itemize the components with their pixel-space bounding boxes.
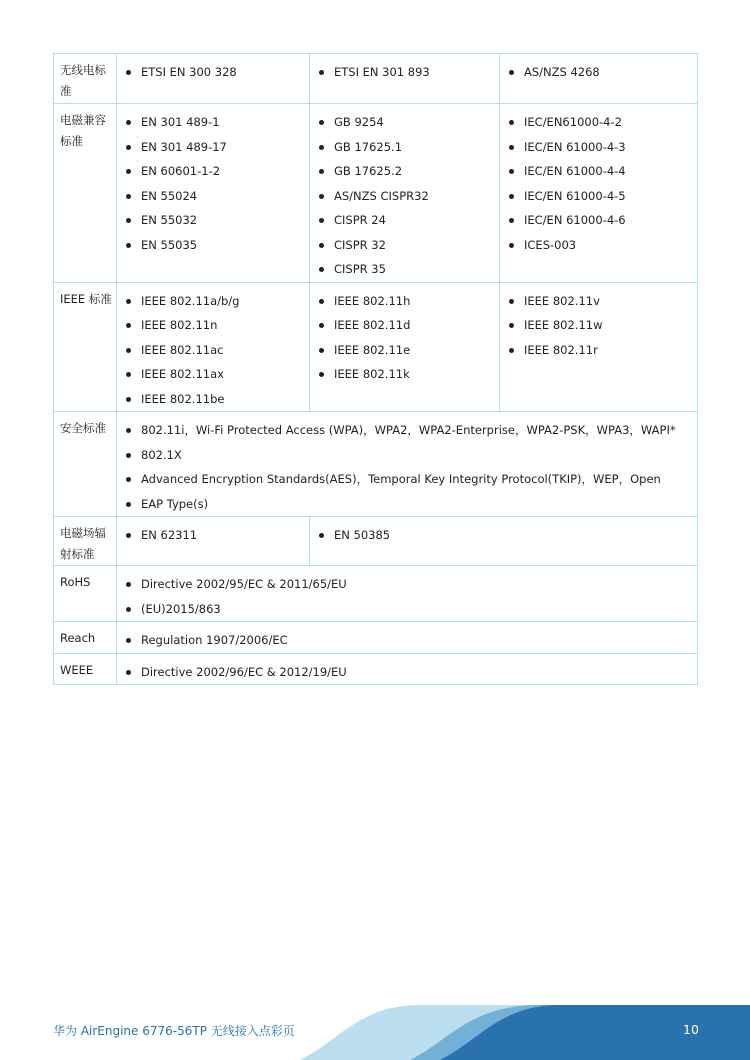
bullet-list	[123, 628, 691, 653]
list-item: GB 17625.1	[316, 135, 493, 160]
list-item: CISPR 35	[316, 257, 493, 282]
list-item: CISPR 32	[316, 233, 493, 258]
table-cell	[117, 412, 698, 517]
row-label: 安全标准	[54, 412, 117, 517]
list-item: 802.1X	[123, 443, 691, 468]
row-label: 无线电标准	[54, 54, 117, 104]
bullet-list	[123, 110, 303, 257]
specifications-table	[53, 53, 698, 685]
table-cell	[500, 282, 698, 412]
table-row	[54, 653, 698, 685]
table-cell	[117, 622, 698, 654]
table-cell	[117, 517, 310, 566]
bullet-list	[123, 60, 303, 85]
table-row	[54, 517, 698, 566]
bullet-list	[123, 572, 691, 621]
bullet-list	[316, 110, 493, 282]
list-item: IEEE 802.11a/b/g	[123, 289, 303, 314]
bullet-list	[506, 110, 691, 257]
table-row	[54, 412, 698, 517]
table-cell	[310, 104, 500, 283]
list-item: EN 301 489-1	[123, 110, 303, 135]
list-item: GB 17625.2	[316, 159, 493, 184]
footer-document-title: 华为 AirEngine 6776-56TP 无线接入点彩页	[53, 1024, 295, 1038]
list-item: IEC/EN 61000-4-4	[506, 159, 691, 184]
list-item: EN 50385	[316, 523, 691, 548]
row-label: WEEE	[54, 653, 117, 685]
table-cell	[117, 566, 698, 622]
list-item: AS/NZS CISPR32	[316, 184, 493, 209]
list-item: Advanced Encryption Standards(AES)，Temporal Key Integrity Protocol(TKIP)，WEP，Open	[123, 467, 691, 492]
list-item: Regulation 1907/2006/EC	[123, 628, 691, 653]
table-cell	[117, 104, 310, 283]
bullet-list	[123, 418, 691, 516]
row-label: Reach	[54, 622, 117, 654]
bullet-list	[506, 60, 691, 85]
list-item: CISPR 24	[316, 208, 493, 233]
table-cell	[117, 653, 698, 685]
row-label: 电磁场辐射标准	[54, 517, 117, 566]
list-item: EN 301 489-17	[123, 135, 303, 160]
page-number: 10	[683, 1022, 699, 1037]
table-cell	[310, 282, 500, 412]
bullet-list	[506, 289, 691, 363]
table-cell	[117, 282, 310, 412]
table-row	[54, 54, 698, 104]
list-item: EN 62311	[123, 523, 303, 548]
list-item: AS/NZS 4268	[506, 60, 691, 85]
table-row	[54, 566, 698, 622]
list-item: ETSI EN 301 893	[316, 60, 493, 85]
list-item: IEEE 802.11d	[316, 313, 493, 338]
list-item: IEC/EN 61000-4-5	[506, 184, 691, 209]
list-item: ETSI EN 300 328	[123, 60, 303, 85]
list-item: IEEE 802.11h	[316, 289, 493, 314]
table-cell	[310, 517, 698, 566]
list-item: EAP Type(s)	[123, 492, 691, 517]
list-item: IEEE 802.11be	[123, 387, 303, 412]
list-item: IEEE 802.11ax	[123, 362, 303, 387]
table-cell	[500, 54, 698, 104]
list-item: 802.11i，Wi-Fi Protected Access (WPA)，WPA2，WPA2-Enterprise，WPA2-PSK，WPA3，WAPI*	[123, 418, 691, 443]
bullet-list	[123, 660, 691, 685]
list-item: EN 55035	[123, 233, 303, 258]
bullet-list	[316, 523, 691, 548]
list-item: IEC/EN 61000-4-6	[506, 208, 691, 233]
list-item: EN 55024	[123, 184, 303, 209]
row-label: 电磁兼容标准	[54, 104, 117, 283]
row-label: IEEE 标准	[54, 282, 117, 412]
list-item: IEEE 802.11v	[506, 289, 691, 314]
list-item: EN 60601-1-2	[123, 159, 303, 184]
row-label: RoHS	[54, 566, 117, 622]
list-item: IEEE 802.11n	[123, 313, 303, 338]
table-cell	[500, 104, 698, 283]
list-item: (EU)2015/863	[123, 597, 691, 622]
table-cell	[310, 54, 500, 104]
table-cell	[117, 54, 310, 104]
list-item: IEC/EN 61000-4-3	[506, 135, 691, 160]
list-item: EN 55032	[123, 208, 303, 233]
list-item: IEC/EN61000-4-2	[506, 110, 691, 135]
list-item: ICES-003	[506, 233, 691, 258]
bullet-list	[316, 289, 493, 387]
bullet-list	[316, 60, 493, 85]
list-item: IEEE 802.11k	[316, 362, 493, 387]
table-row	[54, 622, 698, 654]
list-item: Directive 2002/95/EC & 2011/65/EU	[123, 572, 691, 597]
list-item: IEEE 802.11e	[316, 338, 493, 363]
table-row	[54, 104, 698, 283]
bullet-list	[123, 289, 303, 412]
bullet-list	[123, 523, 303, 548]
list-item: IEEE 802.11w	[506, 313, 691, 338]
list-item: Directive 2002/96/EC & 2012/19/EU	[123, 660, 691, 685]
list-item: IEEE 802.11ac	[123, 338, 303, 363]
list-item: GB 9254	[316, 110, 493, 135]
list-item: IEEE 802.11r	[506, 338, 691, 363]
table-row	[54, 282, 698, 412]
